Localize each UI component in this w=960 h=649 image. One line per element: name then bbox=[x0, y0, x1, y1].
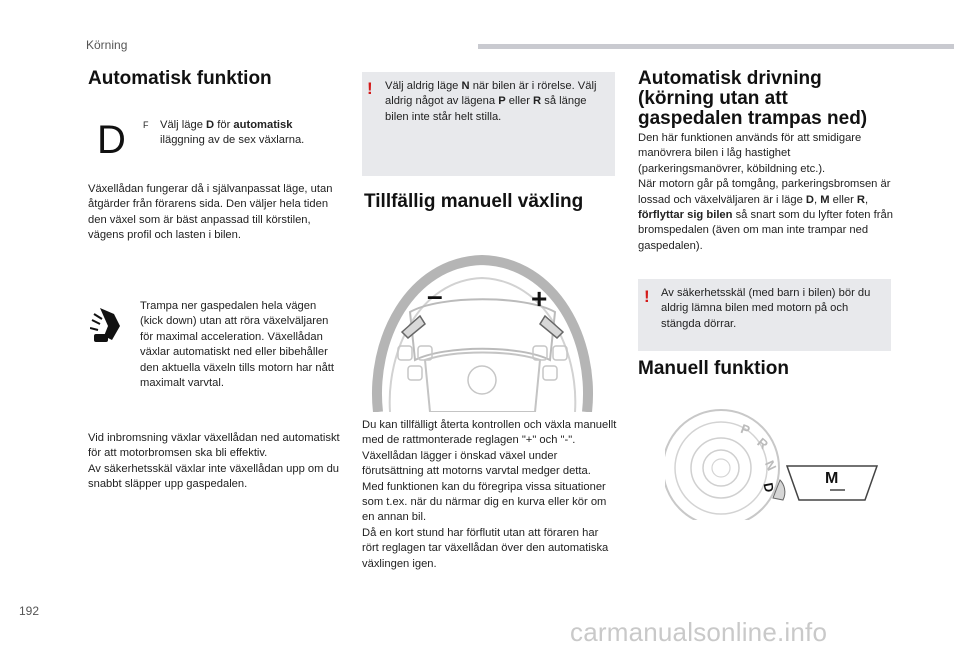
adaptive-mode-paragraph: Växellådan fungerar då i självanpassat läge, utan åtgärder från förarens sida. Den väljer hela tiden den växel som är bäst anpassad till körstilen, vägens profil och lasten i bilen. bbox=[88, 183, 333, 242]
paddle-minus-label: – bbox=[427, 280, 443, 311]
gear-p-label: P bbox=[738, 420, 752, 439]
kickdown-paragraph: Trampa ner gaspedalen hela vägen (kick down) utan att röra växelväljaren för maximal acceleration. Växellådan växlar automatiskt ned eller bibehåller den aktuella växeln tills motorn har nått maximalt varvtal. bbox=[140, 300, 335, 390]
bullet-marker: F bbox=[143, 120, 149, 130]
gear-d-label: D bbox=[760, 481, 777, 494]
warning-icon: ! bbox=[367, 79, 373, 98]
steering-wheel-illustration bbox=[370, 250, 595, 412]
d-mode-symbol: D bbox=[97, 118, 126, 162]
gear-r-label: R bbox=[754, 434, 772, 453]
manual-function-title: Manuell funktion bbox=[638, 358, 789, 379]
paddle-plus-label: + bbox=[531, 283, 548, 314]
gear-n-label: N bbox=[761, 458, 780, 473]
watermark: carmanualsonline.info bbox=[570, 617, 828, 647]
automatic-function-title: Automatisk funktion bbox=[88, 68, 272, 89]
temporary-manual-title: Tillfällig manuell växling bbox=[364, 191, 584, 212]
section-label: Körning bbox=[86, 38, 128, 52]
automatic-drive-title: Automatisk drivning (körning utan att gaspedalen trampas ned) bbox=[638, 68, 868, 129]
warning-box-children: ! Av säkerhetsskäl (med barn i bilen) bör du aldrig lämna bilen med motorn på och stängda dörrar. bbox=[638, 279, 891, 351]
warning-box-neutral: ! Välj aldrig läge N när bilen är i rörelse. Välj aldrig något av lägena P eller R så länge bilen inte står helt stilla. bbox=[362, 72, 615, 176]
warning-icon: ! bbox=[644, 287, 650, 306]
m-button-label: M bbox=[825, 470, 839, 487]
page-number: 192 bbox=[19, 604, 40, 618]
engine-brake-text: Vid inbromsning växlar växellådan ned automatiskt för att motorbromsen ska bli effektiv. Av säkerhetsskäl växlar inte växellådan upp om du snabbt släpper upp gaspedalen. bbox=[88, 432, 340, 491]
automatic-drive-text: Den här funktionen används för att smidigare manövrera bilen i låg hastighet (parkeringsmanövrer, köbildning etc.). När motorn går på tomgång, parkeringsbromsen är lossad och växelväljaren är i läge D, M eller R, förflyttar sig bilen så snart som du lyfter foten från bromspedalen (även om man inte trampar ned gaspedalen). bbox=[638, 132, 893, 252]
manual-shift-text: Du kan tillfälligt återta kontrollen och växla manuellt med de rattmonterade reglagen "+" och "-". Växellådan lägger i önskad växel under förutsättning att motorns varvtal medger detta. Med funktionen kan du föregripa vissa situationer som t.ex. när du närmar dig en kurva eller kör om en annan bil. Då en kort stund har förflutit utan att föraren har rört reglagen tar växellådan över den automatiska växlingen igen. bbox=[362, 419, 617, 570]
bullet-select-d: F Välj läge D för automatisk iläggning av de sex växlarna. bbox=[143, 119, 305, 147]
header-bar bbox=[478, 44, 954, 49]
kickdown-pedal-icon bbox=[90, 306, 126, 346]
